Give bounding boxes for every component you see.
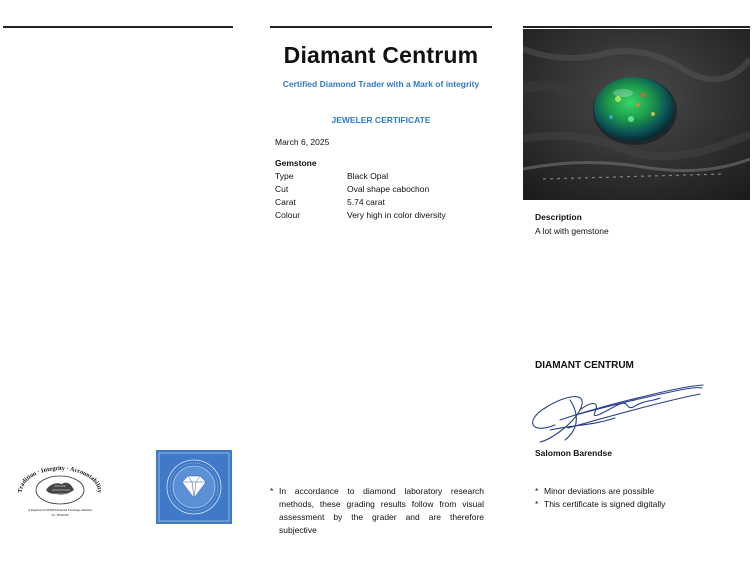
note-bullet: * [535, 499, 539, 509]
gem-row-colour [275, 210, 446, 220]
gem-row-label: Type [275, 171, 294, 181]
gem-row-value: 5.74 carat [347, 197, 385, 207]
top-rule-center [270, 26, 492, 28]
certificate-notes [535, 485, 735, 511]
opal-stone [594, 77, 674, 141]
brand-tagline: Certified Diamond Trader with a Mark of integrity [282, 79, 480, 89]
top-rule-right [523, 26, 750, 28]
note-text: This certificate is signed digitally [544, 499, 666, 509]
brand-title: Diamant Centrum [283, 42, 479, 68]
certificate-date: March 6, 2025 [275, 137, 330, 147]
note-text: Minor deviations are possible [544, 486, 655, 496]
note-bullet: * [270, 486, 274, 496]
description-text: A lot with gemstone [535, 226, 609, 236]
gemstone-photo-svg [523, 29, 750, 200]
seal-caption: A Registered WFDB Diamond Exchange Member [27, 508, 93, 512]
gem-row-value: Oval shape cabochon [347, 184, 430, 194]
gem-row-label: Cut [275, 184, 289, 194]
diamond-council-seal [156, 450, 232, 524]
handwritten-signature [520, 380, 710, 450]
gemstone-section-title: Gemstone [275, 158, 317, 168]
certificate-title: JEWELER CERTIFICATE [331, 115, 431, 125]
grading-disclaimer [270, 485, 484, 537]
signature-organization: DIAMANT CENTRUM [535, 360, 634, 371]
note-item [535, 498, 735, 511]
gemstone-photo [523, 29, 750, 200]
gem-row-value: Very high in color diversity [347, 210, 446, 220]
seal-arc-text: Tradition · Integrity · Accountability [16, 464, 104, 494]
note-bullet: * [535, 486, 539, 496]
gem-row-value: Black Opal [347, 171, 389, 181]
description-heading: Description [535, 212, 582, 222]
tradition-integrity-seal [10, 460, 110, 520]
signer-name: Salomon Barendse [535, 448, 612, 458]
top-rule-left [3, 26, 233, 28]
gem-row-label: Carat [275, 197, 296, 207]
gem-row-cut [275, 184, 429, 194]
gem-row-label: Colour [275, 210, 301, 220]
gem-row-type [275, 171, 388, 181]
seal-number: No. TB/R6/46 [51, 513, 69, 517]
note-item [535, 485, 735, 498]
gem-row-carat [275, 197, 385, 207]
grading-disclaimer-text: In accordance to diamond laboratory research methods, these grading results follow from visual assessment by the grader and are therefore subjective [279, 486, 484, 535]
